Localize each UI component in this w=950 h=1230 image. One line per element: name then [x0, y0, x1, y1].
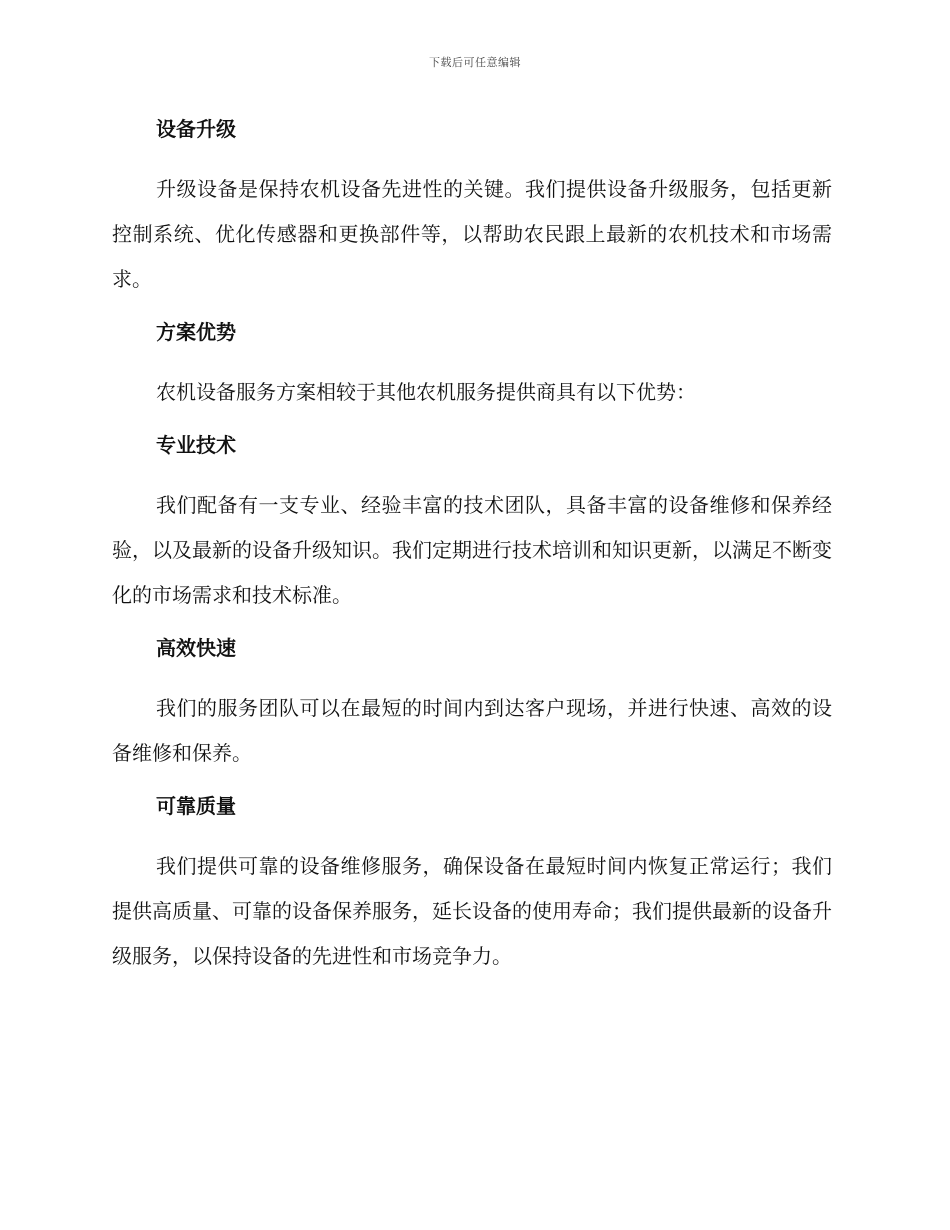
header-note: 下载后可任意编辑 — [429, 56, 521, 69]
section-heading-professional-tech: 专业技术 — [156, 433, 236, 457]
section-heading-plan-advantages: 方案优势 — [156, 320, 236, 344]
section-heading-device-upgrade: 设备升级 — [156, 117, 236, 141]
section-heading-efficient-fast: 高效快速 — [156, 636, 236, 660]
section-heading-reliable-quality: 可靠质量 — [156, 794, 236, 818]
section-paragraph-device-upgrade: 升级设备是保持农机设备先进性的关键。我们提供设备升级服务，包括更新控制系统、优化传感器和更换部件等，以帮助农民跟上最新的农机技术和市场需求。 — [112, 177, 832, 291]
section-paragraph-reliable-quality: 我们提供可靠的设备维修服务，确保设备在最短时间内恢复正常运行；我们提供高质量、可靠的设备保养服务，延长设备的使用寿命；我们提供最新的设备升级服务，以保持设备的先进性和市场竞争力。 — [112, 854, 832, 968]
section-paragraph-plan-advantages: 农机设备服务方案相较于其他农机服务提供商具有以下优势： — [156, 380, 696, 404]
document-body — [112, 112, 832, 992]
section-paragraph-efficient-fast: 我们的服务团队可以在最短的时间内到达客户现场，并进行快速、高效的设备维修和保养。 — [112, 696, 832, 765]
section-paragraph-professional-tech: 我们配备有一支专业、经验丰富的技术团队，具备丰富的设备维修和保养经验，以及最新的设备升级知识。我们定期进行技术培训和知识更新，以满足不断变化的市场需求和技术标准。 — [112, 493, 832, 607]
